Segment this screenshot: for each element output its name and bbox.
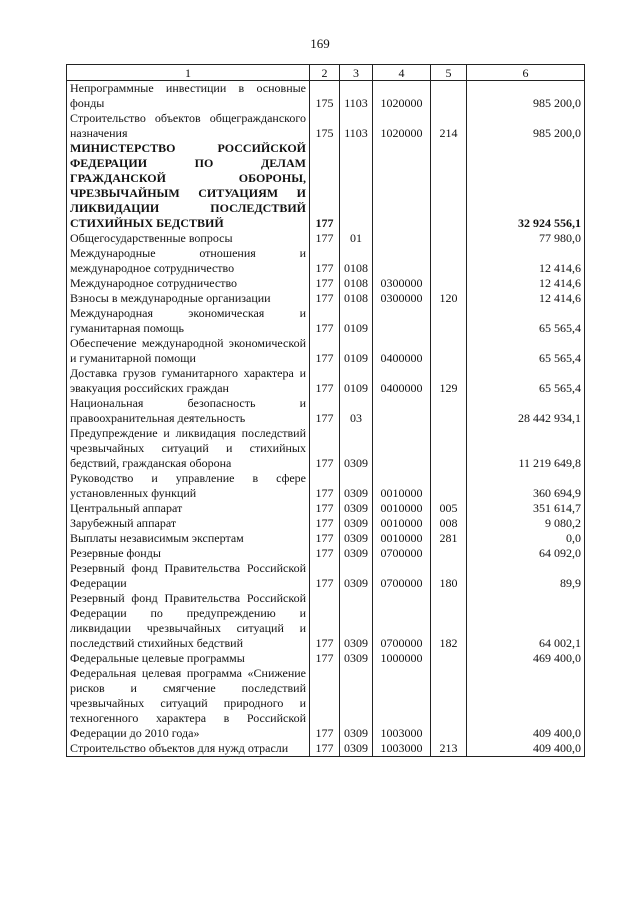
row-ministry-code: 177 [310, 591, 340, 651]
row-name: Общегосударственные вопросы [67, 231, 310, 246]
row-expense-type [431, 246, 467, 276]
row-target-code [373, 306, 431, 336]
row-section-code: 01 [340, 231, 373, 246]
row-expense-type: 120 [431, 291, 467, 306]
row-target-code: 0010000 [373, 516, 431, 531]
row-expense-type [431, 666, 467, 741]
row-expense-type [431, 276, 467, 291]
row-ministry-code: 177 [310, 141, 340, 231]
row-section-code: 0108 [340, 246, 373, 276]
row-section-code: 0309 [340, 666, 373, 741]
table-row [67, 561, 585, 591]
row-section-code: 0309 [340, 501, 373, 516]
row-ministry-code: 177 [310, 546, 340, 561]
row-section-code: 0309 [340, 531, 373, 546]
row-section-code: 0108 [340, 291, 373, 306]
row-amount: 28 442 934,1 [467, 396, 585, 426]
row-section-code: 0309 [340, 561, 373, 591]
row-expense-type: 182 [431, 591, 467, 651]
row-target-code [373, 396, 431, 426]
table-row [67, 111, 585, 141]
row-amount: 469 400,0 [467, 651, 585, 666]
row-name: Обеспечение международной экономической и гуманитарной помощи [67, 336, 310, 366]
row-ministry-code: 177 [310, 336, 340, 366]
table-row [67, 246, 585, 276]
row-name: Предупреждение и ликвидация последствий чрезвычайных ситуаций и стихийных бедствий, гражданская оборона [67, 426, 310, 471]
row-section-code: 0309 [340, 591, 373, 651]
table-row [67, 651, 585, 666]
budget-table [66, 64, 585, 757]
header-col-2: 2 [310, 65, 340, 81]
row-section-code: 0309 [340, 741, 373, 757]
row-amount: 89,9 [467, 561, 585, 591]
row-target-code: 0300000 [373, 291, 431, 306]
header-col-6: 6 [467, 65, 585, 81]
row-expense-type [431, 396, 467, 426]
row-section-code [340, 141, 373, 231]
row-amount: 0,0 [467, 531, 585, 546]
row-target-code: 0400000 [373, 366, 431, 396]
row-ministry-code: 177 [310, 561, 340, 591]
row-amount: 360 694,9 [467, 471, 585, 501]
row-amount: 65 565,4 [467, 336, 585, 366]
row-ministry-code: 177 [310, 426, 340, 471]
row-amount: 65 565,4 [467, 366, 585, 396]
row-expense-type [431, 426, 467, 471]
row-amount: 985 200,0 [467, 81, 585, 112]
row-ministry-code: 177 [310, 516, 340, 531]
row-target-code: 0010000 [373, 471, 431, 501]
row-target-code [373, 231, 431, 246]
row-target-code: 0400000 [373, 336, 431, 366]
row-expense-type: 213 [431, 741, 467, 757]
row-expense-type [431, 651, 467, 666]
row-amount: 12 414,6 [467, 276, 585, 291]
row-name: Резервный фонд Правительства Российской Федерации по предупреждению и ликвидации чрезвычайных ситуаций и последствий стихийных бедствий [67, 591, 310, 651]
row-ministry-code: 177 [310, 396, 340, 426]
row-name: Федеральная целевая программа «Снижение рисков и смягчение последствий чрезвычайных ситуаций природного и техногенного характера в Российской Федерации до 2010 года» [67, 666, 310, 741]
row-section-code: 0309 [340, 516, 373, 531]
page-number: 169 [310, 36, 330, 51]
table-row [67, 396, 585, 426]
table-row [67, 291, 585, 306]
row-amount: 77 980,0 [467, 231, 585, 246]
row-ministry-code: 175 [310, 111, 340, 141]
table-row [67, 666, 585, 741]
row-amount: 351 614,7 [467, 501, 585, 516]
row-section-code: 1103 [340, 111, 373, 141]
row-name: Международное сотрудничество [67, 276, 310, 291]
row-name: Федеральные целевые программы [67, 651, 310, 666]
table-header-row [67, 65, 585, 81]
header-col-1: 1 [67, 65, 310, 81]
table-row [67, 276, 585, 291]
row-amount: 11 219 649,8 [467, 426, 585, 471]
row-ministry-code: 177 [310, 471, 340, 501]
row-ministry-code: 177 [310, 231, 340, 246]
row-expense-type [431, 231, 467, 246]
table-body [67, 81, 585, 757]
row-name: Строительство объектов общегражданского назначения [67, 111, 310, 141]
table-row [67, 81, 585, 112]
table-row [67, 591, 585, 651]
row-name: Резервный фонд Правительства Российской Федерации [67, 561, 310, 591]
table-row [67, 741, 585, 757]
row-section-code: 03 [340, 396, 373, 426]
row-section-code: 0309 [340, 651, 373, 666]
row-expense-type [431, 81, 467, 112]
row-name: Строительство объектов для нужд отрасли [67, 741, 310, 757]
row-ministry-code: 177 [310, 306, 340, 336]
row-target-code: 1003000 [373, 666, 431, 741]
table-row [67, 546, 585, 561]
row-expense-type: 129 [431, 366, 467, 396]
row-expense-type: 005 [431, 501, 467, 516]
row-name: МИНИСТЕРСТВО РОССИЙСКОЙ ФЕДЕРАЦИИ ПО ДЕЛАМ ГРАЖДАНСКОЙ ОБОРОНЫ, ЧРЕЗВЫЧАЙНЫМ СИТУАЦИЯМ И ЛИКВИДАЦИИ ПОСЛЕДСТВИЙ СТИХИЙНЫХ БЕДСТВИЙ [67, 141, 310, 231]
row-expense-type [431, 471, 467, 501]
table-row [67, 471, 585, 501]
row-amount: 65 565,4 [467, 306, 585, 336]
row-target-code: 1020000 [373, 81, 431, 112]
row-section-code: 0309 [340, 426, 373, 471]
table-row [67, 501, 585, 516]
row-target-code: 0700000 [373, 561, 431, 591]
row-amount: 64 002,1 [467, 591, 585, 651]
row-amount: 12 414,6 [467, 246, 585, 276]
row-ministry-code: 177 [310, 501, 340, 516]
row-section-code: 0309 [340, 546, 373, 561]
row-target-code: 0010000 [373, 501, 431, 516]
row-ministry-code: 177 [310, 531, 340, 546]
row-expense-type: 180 [431, 561, 467, 591]
row-target-code: 0700000 [373, 591, 431, 651]
table-row [67, 366, 585, 396]
row-section-code: 0309 [340, 471, 373, 501]
row-section-code: 1103 [340, 81, 373, 112]
row-target-code: 0700000 [373, 546, 431, 561]
row-name: Международная экономическая и гуманитарная помощь [67, 306, 310, 336]
row-target-code: 1000000 [373, 651, 431, 666]
row-target-code: 1003000 [373, 741, 431, 757]
table-row [67, 141, 585, 231]
row-name: Национальная безопасность и правоохранительная деятельность [67, 396, 310, 426]
row-ministry-code: 177 [310, 741, 340, 757]
row-ministry-code: 175 [310, 81, 340, 112]
row-expense-type: 214 [431, 111, 467, 141]
row-section-code: 0109 [340, 336, 373, 366]
row-expense-type [431, 546, 467, 561]
row-amount: 409 400,0 [467, 666, 585, 741]
row-expense-type: 281 [431, 531, 467, 546]
row-name: Международные отношения и международное сотрудничество [67, 246, 310, 276]
row-amount: 12 414,6 [467, 291, 585, 306]
row-target-code: 0010000 [373, 531, 431, 546]
row-section-code: 0108 [340, 276, 373, 291]
row-expense-type [431, 141, 467, 231]
table-row [67, 516, 585, 531]
row-ministry-code: 177 [310, 246, 340, 276]
header-col-3: 3 [340, 65, 373, 81]
header-col-4: 4 [373, 65, 431, 81]
row-name: Зарубежный аппарат [67, 516, 310, 531]
row-amount: 409 400,0 [467, 741, 585, 757]
row-expense-type [431, 336, 467, 366]
row-expense-type [431, 306, 467, 336]
row-amount: 9 080,2 [467, 516, 585, 531]
table-row [67, 231, 585, 246]
table-row [67, 336, 585, 366]
header-col-5: 5 [431, 65, 467, 81]
row-name: Руководство и управление в сфере установленных функций [67, 471, 310, 501]
row-ministry-code: 177 [310, 291, 340, 306]
row-name: Резервные фонды [67, 546, 310, 561]
row-section-code: 0109 [340, 306, 373, 336]
row-target-code: 0300000 [373, 276, 431, 291]
row-amount: 985 200,0 [467, 111, 585, 141]
row-section-code: 0109 [340, 366, 373, 396]
row-name: Доставка грузов гуманитарного характера и эвакуация российских граждан [67, 366, 310, 396]
row-target-code [373, 426, 431, 471]
row-name: Взносы в международные организации [67, 291, 310, 306]
row-name: Центральный аппарат [67, 501, 310, 516]
row-expense-type: 008 [431, 516, 467, 531]
row-amount: 32 924 556,1 [467, 141, 585, 231]
row-name: Непрограммные инвестиции в основные фонды [67, 81, 310, 112]
row-name: Выплаты независимым экспертам [67, 531, 310, 546]
row-ministry-code: 177 [310, 366, 340, 396]
row-target-code [373, 141, 431, 231]
row-target-code [373, 246, 431, 276]
row-ministry-code: 177 [310, 276, 340, 291]
row-target-code: 1020000 [373, 111, 431, 141]
table-row [67, 531, 585, 546]
row-ministry-code: 177 [310, 666, 340, 741]
table-row [67, 426, 585, 471]
row-ministry-code: 177 [310, 651, 340, 666]
row-amount: 64 092,0 [467, 546, 585, 561]
table-row [67, 306, 585, 336]
